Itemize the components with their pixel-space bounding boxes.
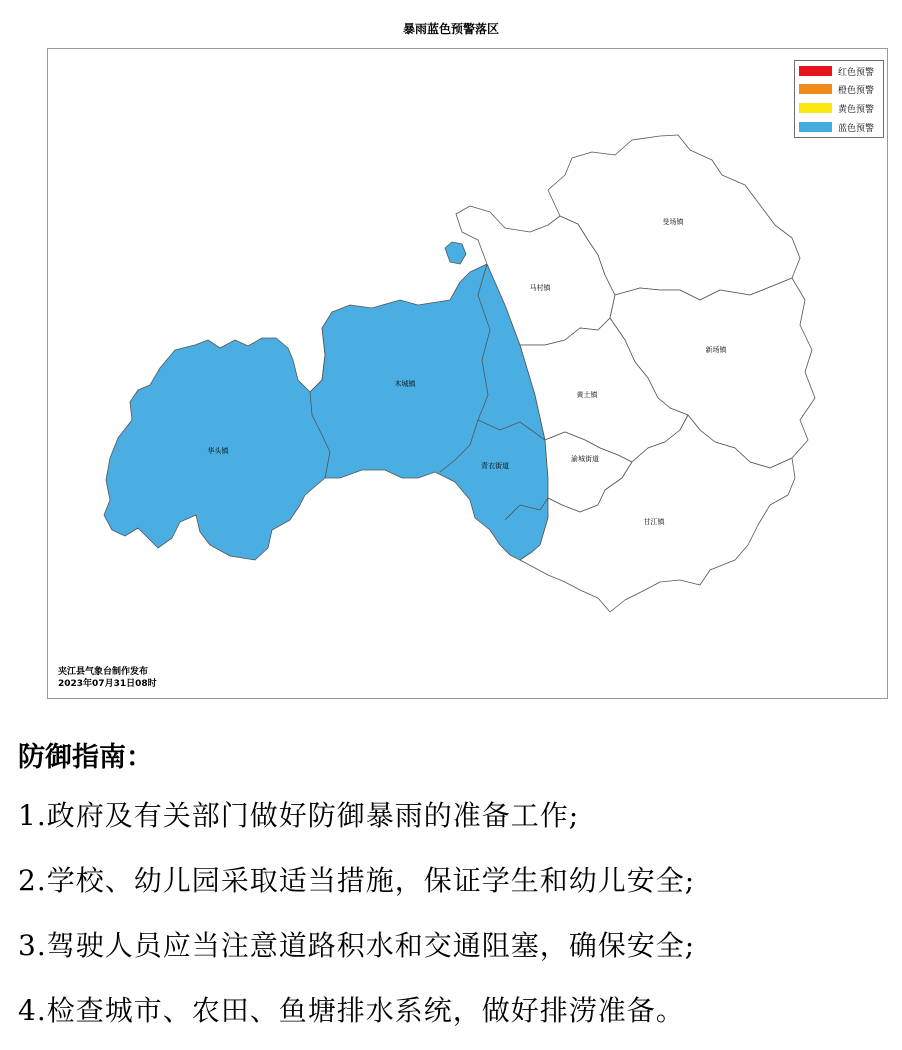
legend-label: 蓝色预警 <box>838 123 875 134</box>
publisher-name: 夹江县气象台制作发布 <box>58 667 149 677</box>
legend-swatch-orange <box>799 84 832 94</box>
legend-label: 黄色预警 <box>838 104 875 115</box>
legend-swatch-yellow <box>799 103 832 113</box>
guide-item: 1.政府及有关部门做好防御暴雨的准备工作; <box>18 799 580 832</box>
guide-item: 2.学校、幼儿园采取适当措施，保证学生和幼儿安全; <box>18 864 696 897</box>
legend-item-yellow <box>799 101 874 115</box>
town-label-huangtu: 黄土镇 <box>576 391 598 399</box>
guide-item: 3.驾驶人员应当注意道路积水和交通阻塞，确保安全; <box>18 929 696 962</box>
defense-guide <box>18 733 888 1043</box>
town-label-yucheng: 渝城街道 <box>571 455 599 463</box>
town-label-qingyi: 青衣街道 <box>481 462 509 470</box>
legend-label: 红色预警 <box>838 67 875 78</box>
town-label-ganjiang: 甘江镇 <box>643 518 665 526</box>
town-label-lingchang: 旻场镇 <box>662 218 684 226</box>
town-label-mucheng: 木城镇 <box>394 380 416 388</box>
map-legend <box>794 60 884 138</box>
warning-area-blue-island <box>445 242 466 264</box>
town-label-huatou: 华头镇 <box>207 447 229 455</box>
map-title: 暴雨蓝色预警落区 <box>402 22 499 36</box>
issue-time: 2023年07月31日08时 <box>58 679 157 689</box>
legend-label: 橙色预警 <box>838 85 875 96</box>
legend-item-orange <box>799 82 874 96</box>
town-label-xinchang: 新场镇 <box>705 346 727 354</box>
guide-title: 防御指南： <box>18 742 153 773</box>
town-label-macun: 马村镇 <box>529 284 551 292</box>
legend-swatch-red <box>799 66 832 76</box>
guide-item: 4.检查城市、农田、鱼塘排水系统，做好排涝准备。 <box>18 994 685 1027</box>
legend-swatch-blue <box>799 122 832 132</box>
legend-item-red <box>799 64 874 78</box>
publisher-info <box>58 666 157 690</box>
legend-item-blue <box>799 120 874 134</box>
